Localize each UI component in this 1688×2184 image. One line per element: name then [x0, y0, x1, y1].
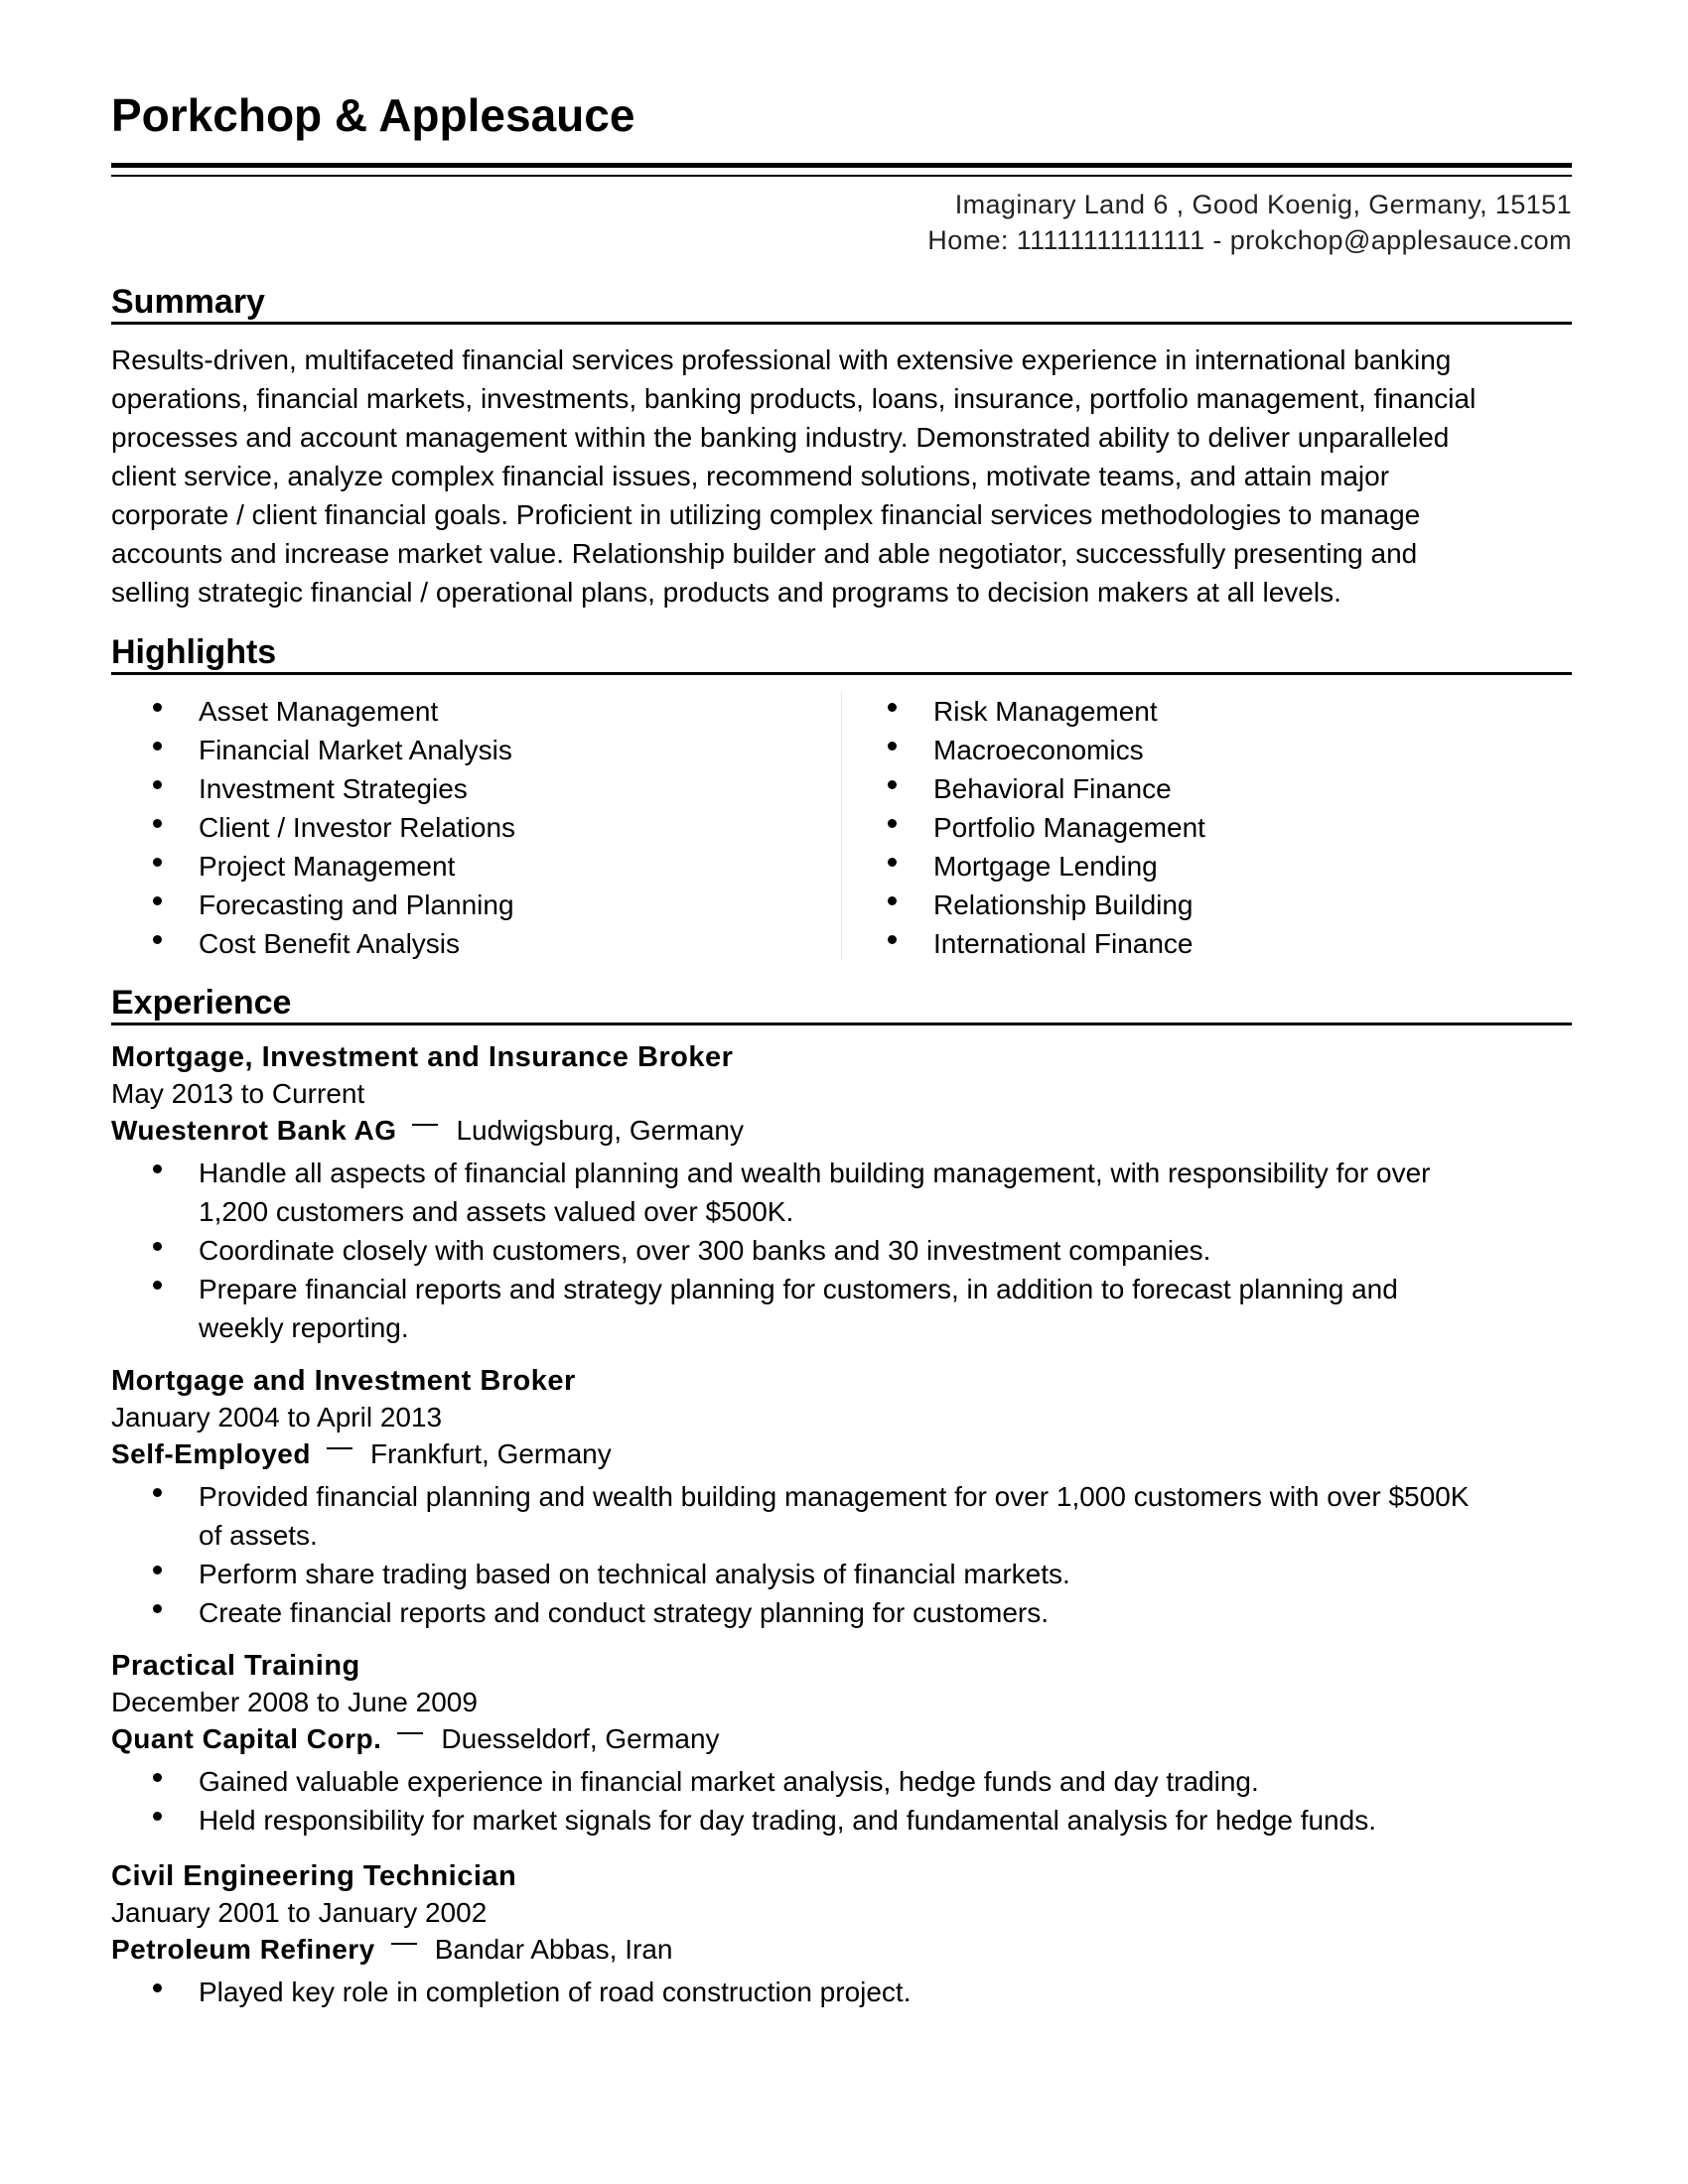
- highlight-item: [111, 847, 747, 886]
- highlight-item: [846, 886, 1481, 924]
- highlight-item: [846, 769, 1481, 808]
- highlight-item: [111, 924, 747, 963]
- highlight-label: Client / Investor Relations: [199, 812, 516, 843]
- job-bullets: [111, 1973, 1572, 2011]
- summary-line: client service, analyze complex financial issues, recommend solutions, motivate teams, and attain major: [111, 461, 1390, 491]
- bullet-icon: [153, 1242, 162, 1251]
- job-title: Civil Engineering Technician: [111, 1860, 517, 1892]
- job-bullet: [111, 1231, 1479, 1270]
- job-bullet-text: Create financial reports and conduct strategy planning for customers.: [199, 1597, 1050, 1628]
- summary-line: corporate / client financial goals. Proficient in utilizing complex financial services methodologies to manage: [111, 499, 1421, 530]
- job-entry: [111, 1647, 1572, 1840]
- job-bullet: [111, 1801, 1479, 1840]
- highlight-item: [846, 731, 1481, 769]
- highlight-item: [111, 808, 747, 847]
- job-location: Bandar Abbas, Iran: [434, 1934, 673, 1965]
- highlight-label: Investment Strategies: [199, 773, 468, 804]
- bullet-icon: [888, 780, 897, 789]
- experience-heading: Experience: [111, 983, 1572, 1025]
- highlight-label: Portfolio Management: [933, 812, 1205, 843]
- job-bullet: [111, 1477, 1479, 1555]
- highlight-label: Project Management: [199, 851, 456, 882]
- job-entry: [111, 1362, 1572, 1632]
- job-dates: January 2001 to January 2002: [111, 1897, 488, 1928]
- job-dates: January 2004 to April 2013: [111, 1402, 443, 1433]
- job-bullet: [111, 1973, 1479, 2011]
- job-location: Ludwigsburg, Germany: [456, 1115, 744, 1146]
- job-bullet-text: Handle all aspects of financial planning and wealth building management, with responsibility for over 1,200 customers and assets valued over $500K.: [199, 1158, 1431, 1227]
- bullet-icon: [153, 896, 162, 905]
- job-bullet: [111, 1762, 1479, 1801]
- bullet-icon: [153, 858, 162, 867]
- job-dates: May 2013 to Current: [111, 1078, 365, 1109]
- highlight-label: Mortgage Lending: [933, 851, 1158, 882]
- job-dates: December 2008 to June 2009: [111, 1687, 478, 1717]
- bullet-icon: [888, 703, 897, 712]
- highlight-label: Behavioral Finance: [933, 773, 1172, 804]
- job-company: Self-Employed: [111, 1438, 311, 1469]
- highlights-divider: [841, 692, 842, 960]
- bullet-icon: [888, 819, 897, 828]
- highlight-label: Risk Management: [933, 696, 1158, 727]
- job-company: Quant Capital Corp.: [111, 1723, 382, 1754]
- summary-line: processes and account management within the banking industry. Demonstrated ability to deliver unparalleled: [111, 422, 1450, 453]
- highlights-right-column: [846, 692, 1481, 963]
- highlight-item: [111, 731, 747, 769]
- resume-name: Porkchop & Applesauce: [111, 89, 635, 141]
- highlight-label: Forecasting and Planning: [199, 889, 514, 920]
- job-company: Petroleum Refinery: [111, 1934, 375, 1965]
- highlight-label: Relationship Building: [933, 889, 1194, 920]
- job-bullets: [111, 1154, 1572, 1347]
- job-title: Mortgage and Investment Broker: [111, 1365, 576, 1397]
- job-location: Duesseldorf, Germany: [441, 1723, 720, 1754]
- highlights-left-column: [111, 692, 747, 963]
- bullet-icon: [153, 1281, 162, 1290]
- job-title: Practical Training: [111, 1650, 360, 1682]
- bullet-icon: [153, 1812, 162, 1821]
- job-bullet-text: Coordinate closely with customers, over 300 banks and 30 investment companies.: [199, 1235, 1211, 1266]
- job-entry: [111, 1038, 1572, 1347]
- job-bullet-text: Gained valuable experience in financial market analysis, hedge funds and day trading.: [199, 1766, 1259, 1797]
- highlight-label: International Finance: [933, 928, 1194, 959]
- bullet-icon: [153, 742, 162, 751]
- contact-address: Imaginary Land 6 , Good Koenig, Germany, 15151: [954, 190, 1572, 219]
- highlight-item: [111, 692, 747, 731]
- bullet-icon: [153, 1983, 162, 1992]
- job-company-line: [111, 1112, 1572, 1150]
- dash-separator: [327, 1447, 352, 1449]
- highlight-item: [846, 924, 1481, 963]
- highlight-label: Cost Benefit Analysis: [199, 928, 461, 959]
- job-company-line: [111, 1435, 1572, 1473]
- summary-heading: Summary: [111, 282, 1572, 325]
- job-bullet: [111, 1555, 1479, 1593]
- summary-line: selling strategic financial / operational plans, products and programs to decision makers at all levels.: [111, 577, 1341, 608]
- highlight-item: [846, 808, 1481, 847]
- header-rule-thick: [111, 163, 1572, 168]
- summary-line: operations, financial markets, investments, banking products, loans, insurance, portfolio management, financial: [111, 383, 1477, 414]
- bullet-icon: [153, 1773, 162, 1782]
- contact-block: [927, 187, 1572, 258]
- highlight-item: [846, 692, 1481, 731]
- dash-separator: [391, 1943, 417, 1945]
- bullet-icon: [888, 935, 897, 944]
- bullet-icon: [153, 703, 162, 712]
- highlight-item: [111, 886, 747, 924]
- highlight-label: Financial Market Analysis: [199, 735, 512, 765]
- job-bullets: [111, 1762, 1572, 1840]
- header-rule-thin: [111, 175, 1572, 177]
- job-bullet-text: Provided financial planning and wealth building management for over 1,000 customers with over $500K of assets.: [199, 1481, 1470, 1551]
- dash-separator: [397, 1732, 423, 1734]
- summary-text: [111, 341, 1572, 612]
- bullet-icon: [153, 780, 162, 789]
- bullet-icon: [153, 1488, 162, 1497]
- summary-line: accounts and increase market value. Relationship builder and able negotiator, successfully presenting and: [111, 538, 1418, 569]
- job-title: Mortgage, Investment and Insurance Broker: [111, 1041, 734, 1073]
- bullet-icon: [153, 935, 162, 944]
- job-bullet: [111, 1154, 1479, 1231]
- job-company: Wuestenrot Bank AG: [111, 1115, 397, 1146]
- highlight-item: [846, 847, 1481, 886]
- job-bullet-text: Perform share trading based on technical analysis of financial markets.: [199, 1559, 1070, 1589]
- bullet-icon: [888, 896, 897, 905]
- bullet-icon: [888, 742, 897, 751]
- bullet-icon: [153, 1164, 162, 1173]
- bullet-icon: [888, 858, 897, 867]
- job-bullet-text: Held responsibility for market signals for day trading, and fundamental analysis for hedge funds.: [199, 1805, 1376, 1836]
- job-entry: [111, 1857, 1572, 2011]
- highlight-item: [111, 769, 747, 808]
- job-company-line: [111, 1931, 1572, 1969]
- highlights-heading: Highlights: [111, 632, 1572, 675]
- job-company-line: [111, 1720, 1572, 1758]
- job-bullet: [111, 1270, 1479, 1347]
- job-bullet: [111, 1593, 1479, 1632]
- bullet-icon: [153, 819, 162, 828]
- job-bullet-text: Played key role in completion of road construction project.: [199, 1977, 912, 2007]
- contact-phone-email: Home: 11111111111111 - prokchop@applesauce.com: [927, 225, 1572, 255]
- job-bullet-text: Prepare financial reports and strategy planning for customers, in addition to forecast planning and weekly reporting.: [199, 1274, 1398, 1343]
- dash-separator: [412, 1124, 438, 1126]
- summary-line: Results-driven, multifaceted financial services professional with extensive experience in international banking: [111, 344, 1452, 375]
- highlight-label: Macroeconomics: [933, 735, 1144, 765]
- bullet-icon: [153, 1566, 162, 1574]
- job-location: Frankfurt, Germany: [369, 1438, 612, 1469]
- job-bullets: [111, 1477, 1572, 1632]
- bullet-icon: [153, 1604, 162, 1613]
- highlight-label: Asset Management: [199, 696, 439, 727]
